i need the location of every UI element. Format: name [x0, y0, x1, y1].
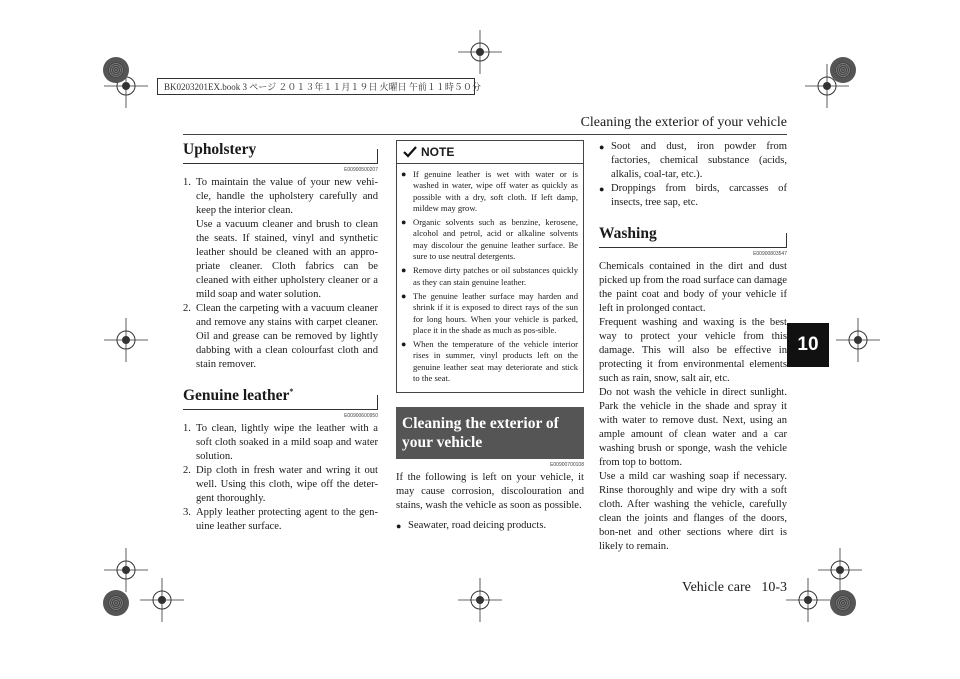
- footer-page-number: 10-3: [761, 580, 787, 595]
- washing-paragraph: Frequent washing and waxing is the best way to protect your vehicle from this damage. This will also be effective in protecting it from environmental elements such as rain, snow, salt air, etc.: [599, 317, 787, 384]
- chapter-tab: 10: [787, 323, 829, 367]
- cleaning-intro: If the following is left on your vehicle, it may cause corrosion, discolouration and stains, wash the vehicle as soon as possible.: [396, 472, 584, 512]
- note-item: ● The genuine leather surface may harden and shrink if it is exposed to direct rays of the sun for long hours. When your vehicle is parked, place it in the shade as much as pos-sible.: [401, 291, 578, 336]
- crop-registration-mark-icon: [104, 318, 148, 362]
- column-right: [599, 140, 787, 554]
- cleaning-bullet: ● Seawater, road deicing products.: [396, 519, 584, 533]
- crop-registration-mark-icon: [140, 578, 184, 622]
- note-label: NOTE: [421, 145, 455, 159]
- upholstery-title: Upholstery: [183, 141, 257, 158]
- note-item: ● When the temperature of the vehicle interior rises in summer, vinyl products left on the genuine leather seat may deteriorate and stick to the seat.: [401, 339, 578, 384]
- section-heading-cleaning-exterior: Cleaning the exterior of your vehicle: [396, 407, 584, 459]
- cleaning-bullet: ● Droppings from birds, carcasses of insects, tree sap, etc.: [599, 182, 787, 210]
- list-item: 1. To clean, lightly wipe the leather with a soft cloth soaked in a mild soap and water solution.: [183, 423, 378, 463]
- section-heading-washing: [599, 224, 787, 248]
- column-middle: [396, 140, 584, 533]
- note-item: ● Remove dirty patches or oil substances quickly as they can stain genuine leather.: [401, 265, 578, 288]
- section-code: E00900700108: [550, 462, 584, 469]
- page-header-title: Cleaning the exterior of your vehicle: [580, 115, 787, 130]
- genuine-leather-title: Genuine leather: [183, 387, 290, 405]
- section-code: E00900500207: [344, 167, 378, 173]
- crop-registration-mark-icon: [458, 578, 502, 622]
- cleaning-bullet: ● Soot and dust, iron powder from factories, chemical substance (acids, alkalis, coal-tar, etc.).: [599, 140, 787, 182]
- footer-section: Vehicle care: [682, 580, 751, 595]
- list-item: 2. Clean the carpeting with a vacuum cleaner and remove any stains with carpet cleaner. Oil and grease can be removed by lightly dabbing with a clean colourfast cloth and stain remover.: [183, 303, 378, 370]
- washing-paragraph: Chemicals contained in the dirt and dust picked up from the road surface can damage the paint coat and body of your vehicle if left in prolonged contact.: [599, 261, 787, 314]
- crop-dot-icon: [103, 590, 129, 616]
- header-rule: [183, 134, 787, 135]
- column-left: [183, 140, 378, 534]
- crop-registration-mark-icon: [458, 30, 502, 74]
- note-body: [397, 164, 583, 392]
- section-heading-upholstery: [183, 140, 378, 164]
- washing-paragraph: Do not wash the vehicle in direct sunlight. Park the vehicle in the shade and spray it with water to remove dust. Next, using an ample amount of clean water and a car washing brush or sponge, wash the vehicle from top to bottom.: [599, 387, 787, 468]
- list-item: 2. Dip cloth in fresh water and wring it out well. Using this cloth, wipe off the deter-gent thoroughly.: [183, 465, 378, 505]
- section-heading-genuine-leather: Genuine leather*: [183, 382, 378, 410]
- washing-title: Washing: [599, 225, 657, 242]
- note-check-icon: [403, 146, 417, 158]
- note-item: ● If genuine leather is wet with water or is washed in water, wipe off water as quickly as possible with a dry, soft cloth. If left damp, mildew may grow.: [401, 169, 578, 214]
- page-footer: [682, 580, 787, 596]
- crop-registration-mark-icon: [818, 548, 862, 592]
- section-code: E00900803547: [753, 251, 787, 257]
- list-item: 1. To maintain the value of your new vehi-cle, handle the upholstery carefully and keep the interior clean. Use a vacuum cleaner and brush to clean the seats. If stained, vinyl and synthetic leather should be cleaned with an appro-priate cleaner. Cloth fabrics can be cleaned with either upholstery cleaner or a mild soap and water solution.: [183, 177, 378, 300]
- note-item: ● Organic solvents such as benzine, kerosene, alcohol and petrol, acid or alkaline solvents may discolour the genuine leather surface. Be sure to use neutral detergents.: [401, 217, 578, 262]
- crop-registration-mark-icon: [836, 318, 880, 362]
- crop-dot-icon: [830, 590, 856, 616]
- crop-dot-icon: [103, 57, 129, 83]
- note-header: [397, 141, 583, 164]
- list-item: 3. Apply leather protecting agent to the gen-uine leather surface.: [183, 507, 378, 533]
- crop-dot-icon: [830, 57, 856, 83]
- section-code: E00900600950: [344, 413, 378, 420]
- note-box: [396, 140, 584, 393]
- washing-paragraph: Use a mild car washing soap if necessary. Rinse thoroughly and wipe dry with a soft cloth. After washing the vehicle, carefully clean the joints and flanges of the doors, bon-net and other sections where dirt is likely to remain.: [599, 471, 787, 552]
- book-file-line: BK0203201EX.book 3 ページ ２０１３年１１月１９日 火曜日 午前１１時５０分: [157, 78, 475, 95]
